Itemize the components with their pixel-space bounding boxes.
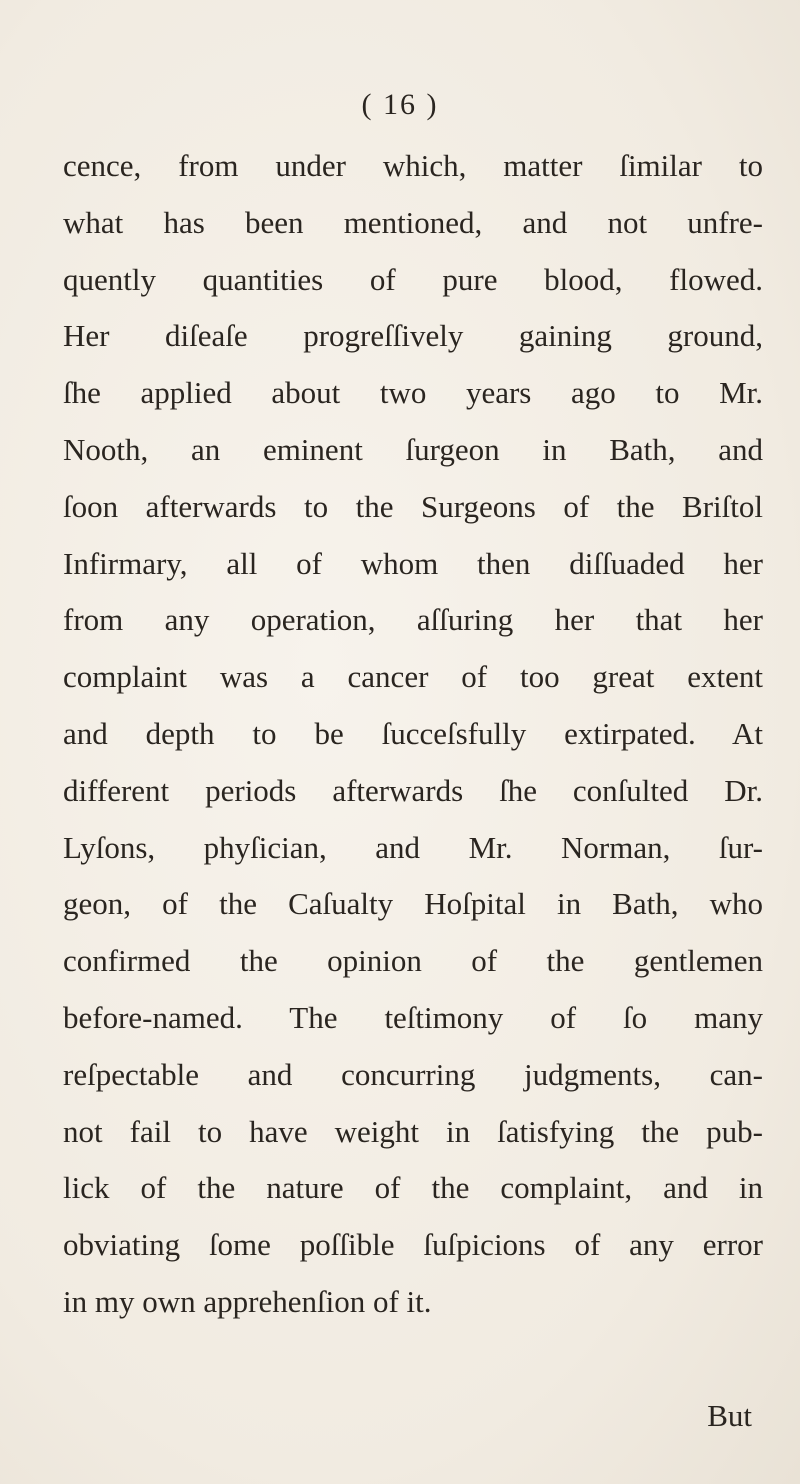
text-line: and depth to be ſucceſsfully extirpated. At <box>63 715 763 751</box>
text-line: complaint was a cancer of too great extent <box>63 659 763 695</box>
text-line: geon, of the Caſualty Hoſpital in Bath, who <box>63 886 763 922</box>
text-line: from any operation, aſſuring her that her <box>63 602 763 638</box>
text-line: Her diſeaſe progreſſively gaining ground, <box>63 318 763 354</box>
text-line: Nooth, an eminent ſurgeon in Bath, and <box>63 431 763 467</box>
text-line: obviating ſome poſſible ſuſpicions of any error <box>63 1227 763 1263</box>
text-line: Lyſons, phyſician, and Mr. Norman, ſur- <box>63 829 763 865</box>
text-line: lick of the nature of the complaint, and in <box>63 1170 763 1206</box>
text-line: reſpectable and concurring judgments, can- <box>63 1056 763 1092</box>
text-line: ſoon afterwards to the Surgeons of the Briſtol <box>63 488 763 524</box>
text-line: Infirmary, all of whom then diſſuaded her <box>63 545 763 581</box>
text-line: cence, from under which, matter ſimilar to <box>63 148 763 183</box>
text-line: quently quantities of pure blood, flowed. <box>63 261 763 297</box>
page-number: ( 16 ) <box>361 88 439 121</box>
text-line: different periods afterwards ſhe conſulted Dr. <box>63 772 763 808</box>
text-line: what has been mentioned, and not unfre- <box>63 204 763 240</box>
body-text <box>63 138 763 1331</box>
text-line-last: in my own apprehenſion of it. <box>63 1283 432 1319</box>
text-line: not fail to have weight in ſatisfying the pub- <box>63 1113 763 1149</box>
text-line: ſhe applied about two years ago to Mr. <box>63 375 763 411</box>
catchword: But <box>707 1398 752 1433</box>
text-line: confirmed the opinion of the gentlemen <box>63 943 763 979</box>
text-line: before-named. The teſtimony of ſo many <box>63 999 763 1035</box>
